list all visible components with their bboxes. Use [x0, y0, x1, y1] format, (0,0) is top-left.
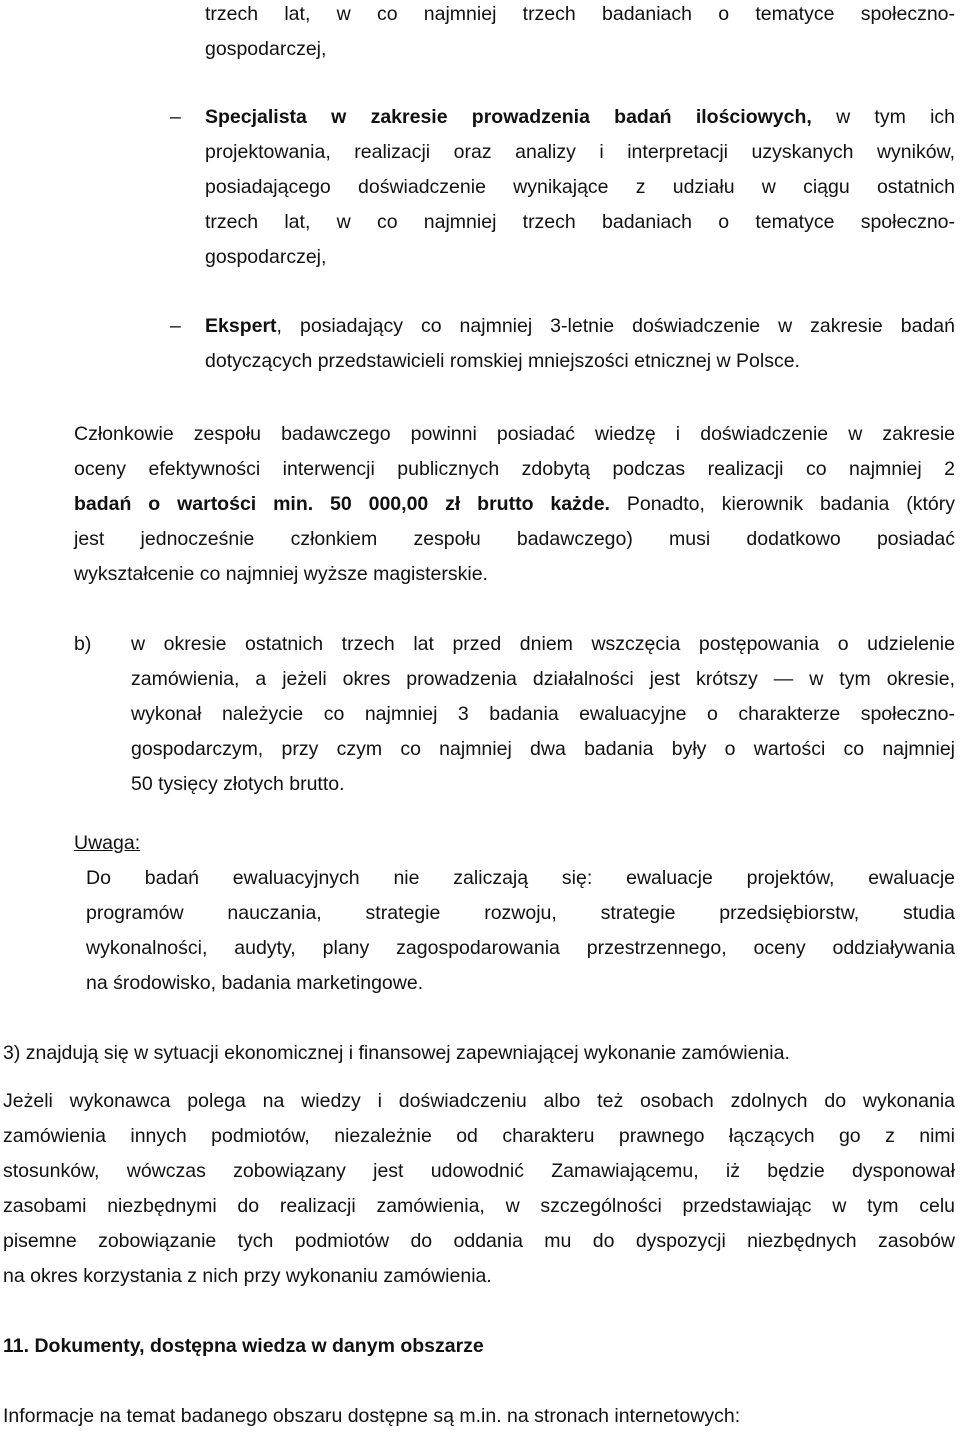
list-dash: – — [170, 106, 181, 128]
specialist-line-5: gospodarczej, — [205, 246, 327, 268]
section-11-heading: 11. Dokumenty, dostępna wiedza w danym obszarze — [3, 1335, 484, 1357]
resources-line-4: zasobami niezbędnymi do realizacji zamówienia, w szczególności przedstawiając w tym celu — [3, 1195, 955, 1217]
resources-line-2: zamówienia innych podmiotów, niezależnie od charakteru prawnego łączących go z nimi — [3, 1125, 955, 1147]
expert-line-2: dotyczących przedstawicieli romskiej mniejszości etnicznej w Polsce. — [205, 350, 800, 372]
item-b-line-2: zamówienia, a jeżeli okres prowadzenia działalności jest krótszy — w tym okresie, — [131, 668, 955, 690]
team-line-3 — [74, 490, 955, 518]
team-line-3-bold: badań o wartości min. 50 000,00 zł brutto każde. — [74, 493, 610, 515]
expert-title: Ekspert — [205, 315, 277, 337]
item-b-line-1: w okresie ostatnich trzech lat przed dniem wszczęcia postępowania o udzielenie — [131, 633, 955, 655]
note-line-3: wykonalności, audyty, plany zagospodarowania przestrzennego, oceny oddziaływania — [86, 937, 955, 959]
list-dash: – — [170, 315, 181, 337]
team-line-4: jest jednocześnie członkiem zespołu badawczego) musi dodatkowo posiadać — [74, 528, 955, 550]
continuation-line-2: gospodarczej, — [205, 38, 327, 60]
team-line-2: oceny efektywności interwencji publicznych zdobytą podczas realizacji co najmniej 2 — [74, 458, 955, 480]
specialist-line-1 — [205, 103, 955, 131]
resources-line-1: Jeżeli wykonawca polega na wiedzy i doświadczeniu albo też osobach zdolnych do wykonania — [3, 1090, 955, 1112]
item-b-line-5: 50 tysięcy złotych brutto. — [131, 773, 345, 795]
info-line: Informacje na temat badanego obszaru dostępne są m.in. na stronach internetowych: — [3, 1405, 741, 1427]
team-line-5: wykształcenie co najmniej wyższe magisterskie. — [74, 563, 488, 585]
note-label — [74, 829, 140, 857]
item-b-line-4: gospodarczym, przy czym co najmniej dwa badania były o wartości co najmniej — [131, 738, 955, 760]
item-3: 3) znajdują się w sytuacji ekonomicznej i finansowej zapewniającej wykonanie zamówienia. — [3, 1042, 790, 1064]
resources-line-3: stosunków, wówczas zobowiązany jest udowodnić Zamawiającemu, iż będzie dysponował — [3, 1160, 955, 1182]
team-line-1: Członkowie zespołu badawczego powinni posiadać wiedzę i doświadczenie w zakresie — [74, 423, 955, 445]
specialist-line-1-rest: w tym ich — [811, 106, 956, 128]
note-line-4: na środowisko, badania marketingowe. — [86, 972, 424, 994]
expert-line-1 — [205, 312, 955, 340]
item-b-line-3: wykonał należycie co najmniej 3 badania ewaluacyjne o charakterze społeczno- — [131, 703, 955, 725]
expert-line-1-rest: , posiadający co najmniej 3-letnie doświadczenie w zakresie badań — [276, 315, 955, 337]
resources-line-5: pisemne zobowiązanie tych podmiotów do oddania mu do dyspozycji niezbędnych zasobów — [3, 1230, 955, 1252]
specialist-line-4: trzech lat, w co najmniej trzech badaniach o tematyce społeczno- — [205, 211, 955, 233]
item-b-marker: b) — [74, 633, 92, 655]
team-line-3-rest: Ponadto, kierownik badania (który — [609, 493, 955, 515]
note-line-1: Do badań ewaluacyjnych nie zaliczają się: ewaluacje projektów, ewaluacje — [86, 867, 955, 889]
specialist-line-2: projektowania, realizacji oraz analizy i interpretacji uzyskanych wyników, — [205, 141, 955, 163]
specialist-line-3: posiadającego doświadczenie wynikające z udziału w ciągu ostatnich — [205, 176, 955, 198]
specialist-title: Specjalista w zakresie prowadzenia badań ilościowych, — [205, 106, 812, 128]
continuation-line-1: trzech lat, w co najmniej trzech badaniach o tematyce społeczno- — [205, 3, 955, 25]
resources-line-6: na okres korzystania z nich przy wykonaniu zamówienia. — [3, 1265, 492, 1287]
note-line-2: programów nauczania, strategie rozwoju, strategie przedsiębiorstw, studia — [86, 902, 955, 924]
note-label-text: Uwaga: — [74, 832, 141, 854]
